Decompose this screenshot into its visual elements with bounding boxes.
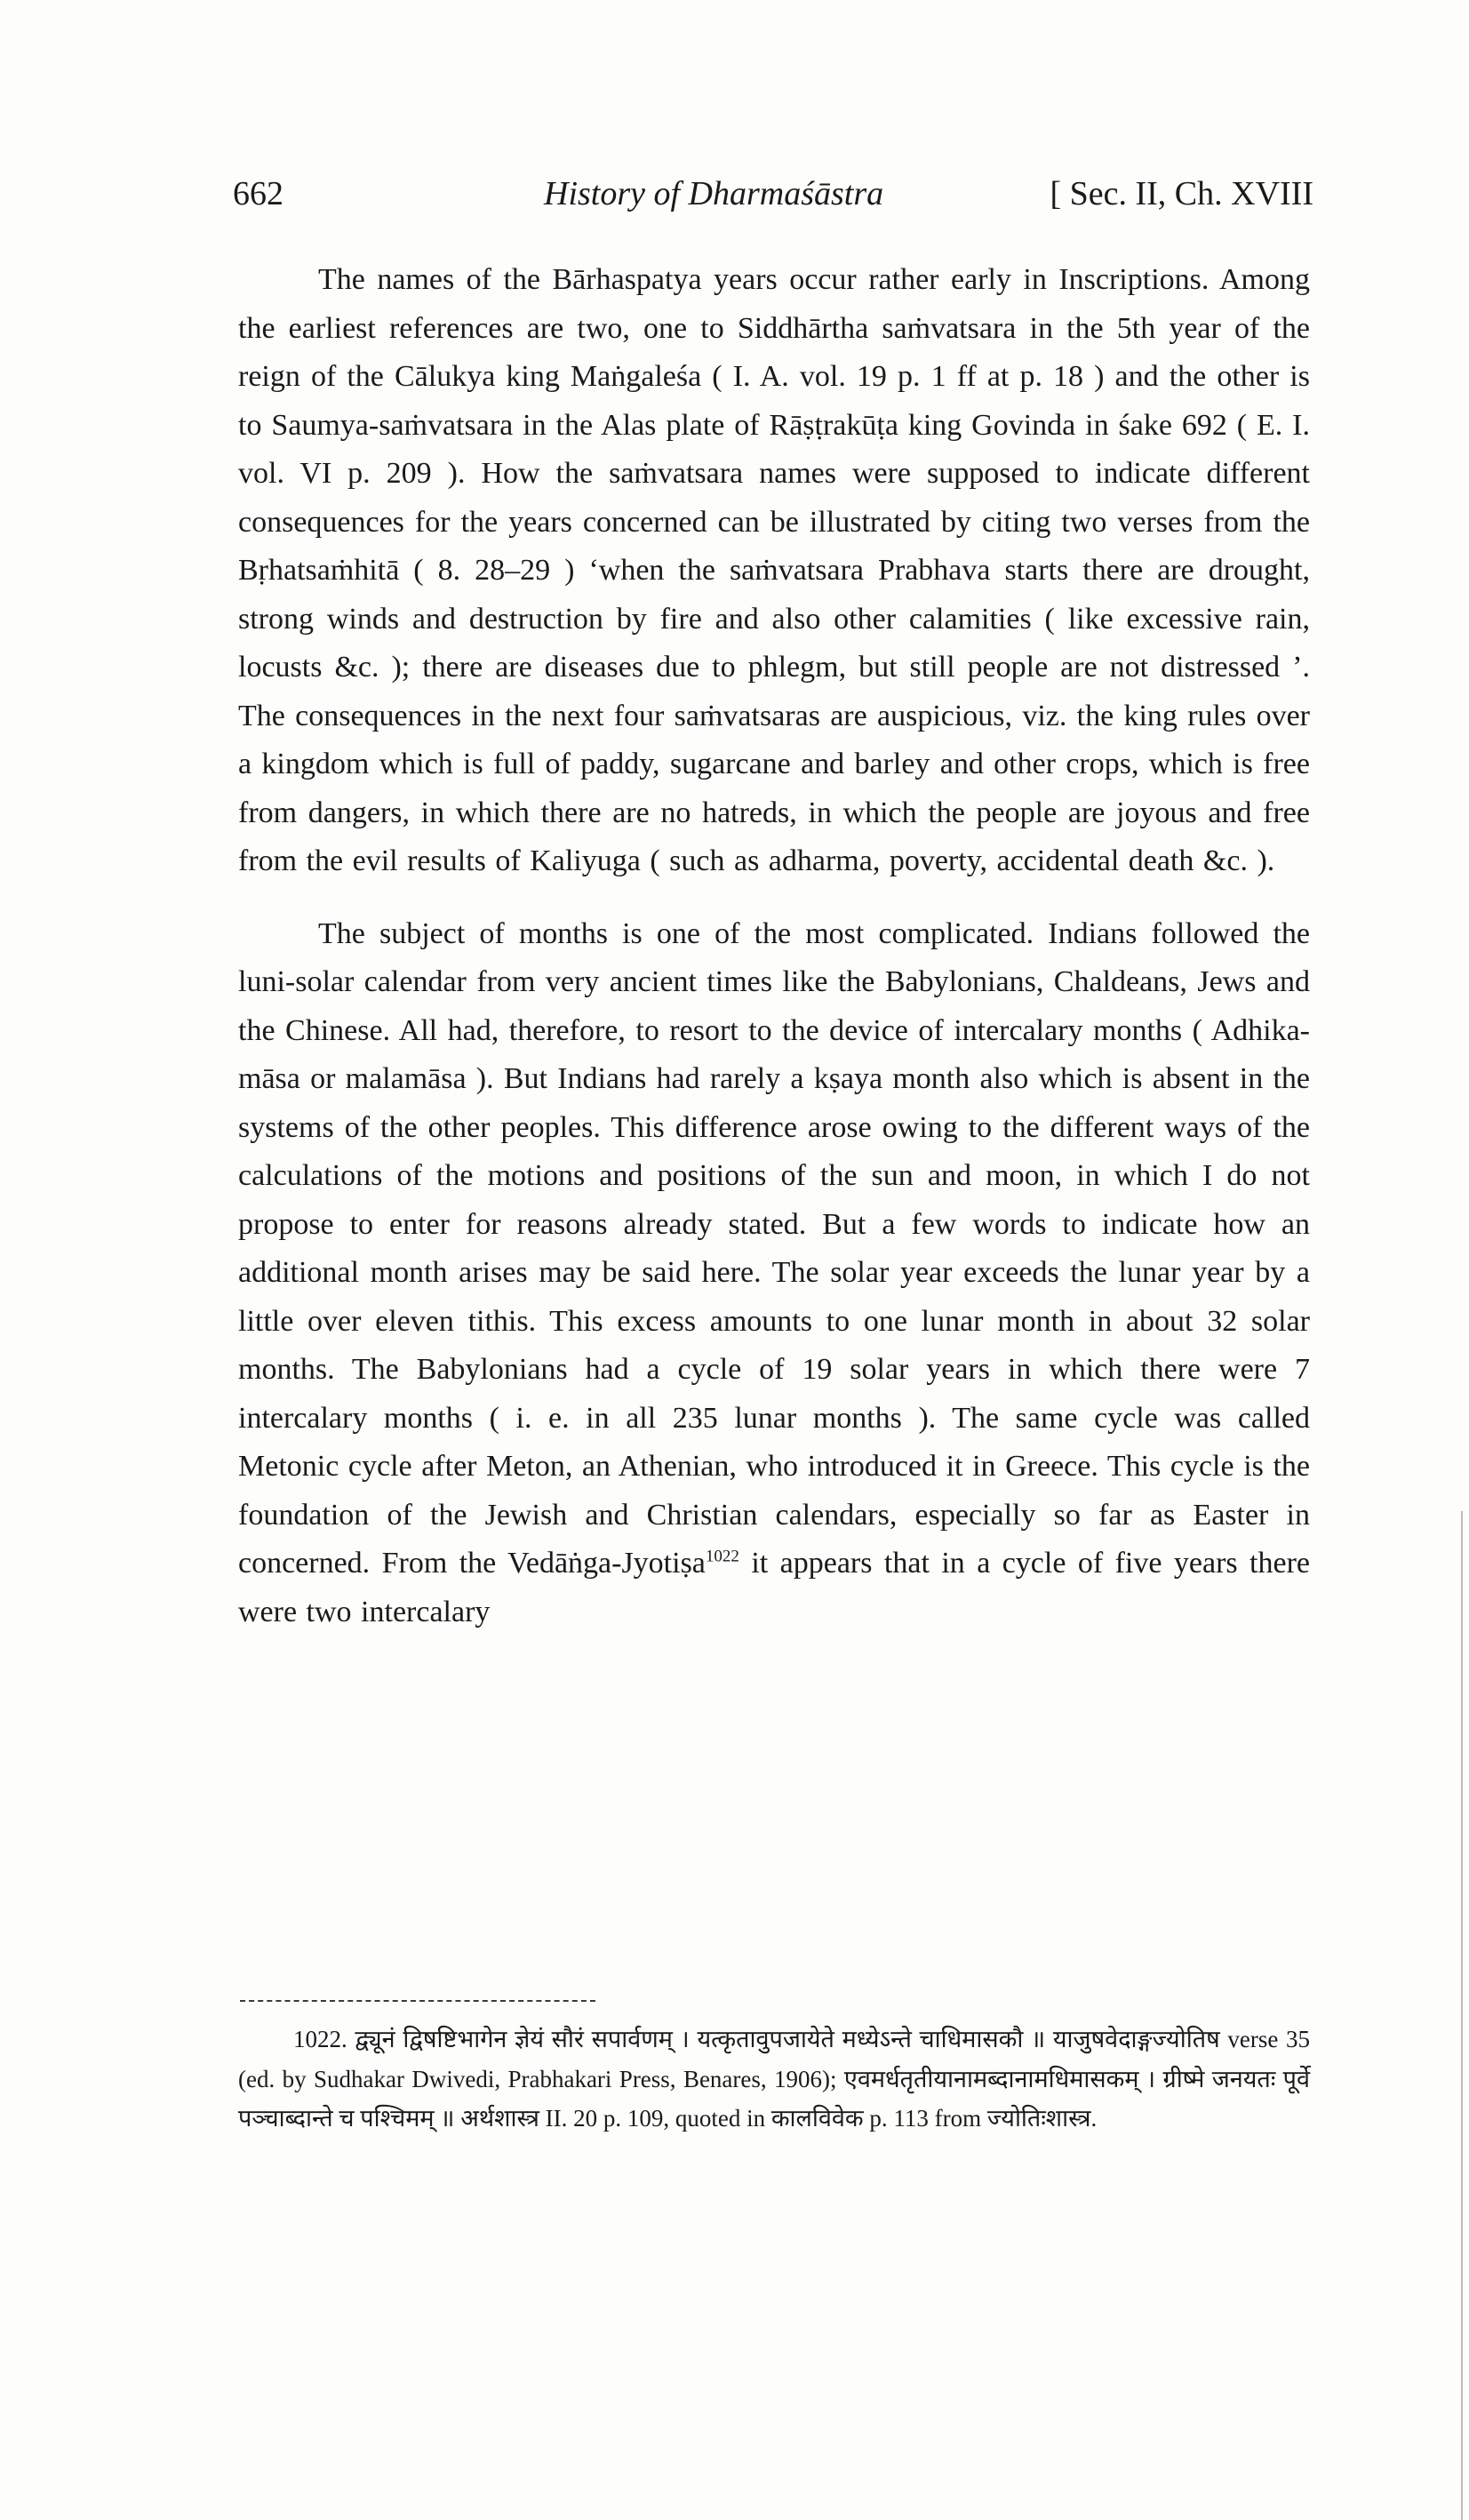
section-reference: [ Sec. II, Ch. XVIII: [1050, 175, 1313, 212]
paragraph-intercalary-months-text: The subject of months is one of the most complicated. Indians followed the luni-solar calendar from very ancient times like the Babylonians, Chaldeans, Jews and the Chinese. All had, therefore, to resort to the device of intercalary months ( Adhika-māsa or malamāsa ). But Indians had rarely a kṣaya month also which is absent in the systems of the other peoples. This difference arose owing to the different ways of the calculations of the motions and positions of the sun and moon, in which I do not propose to enter for reasons already stated. But a few words to indicate how an additional month arises may be said here. The solar year exceeds the lunar year by a little over eleven tithis. This excess amounts to one lunar month in about 32 solar months. The Babylonians had a cycle of 19 solar years in which there were 7 intercalary months ( i. e. in all 235 lunar months ). The same cycle was called Metonic cycle after Meton, an Athenian, who introduced it in Greece. This cycle is the foundation of the Jewish and Christian calendars, especially so far as Easter in concerned. From the Vedāṅga-Jyotiṣa: [238, 916, 1310, 1580]
footnotes: [238, 2020, 1310, 2139]
footnote-1022: 1022. द्व्यूनं द्विषष्टिभागेन ज्ञेयं सौरं सपार्वणम् । यत्कृतावुपजायेते मध्येऽन्ते चाधिमासकौ ॥ याजुषवेदाङ्गज्योतिष verse 35 (ed. by Sudhakar Dwivedi, Prabhakari Press, Benares, 1906); एवमर्धतृतीयानामब्दानामधिमासकम् । ग्रीष्मे जनयतः पूर्वे पञ्चाब्दान्ते च पश्चिमम् ॥ अर्थशास्त्र II. 20 p. 109, quoted in कालविवेक p. 113 from ज्योतिःशास्त्र.: [238, 2026, 1310, 2132]
paragraph-intercalary-months: [238, 910, 1310, 1637]
page-header: [233, 167, 1313, 220]
scan-edge-line: [1461, 1511, 1463, 2520]
running-title: History of Dharmaśāstra: [544, 175, 884, 212]
footnote-marker: 1022: [705, 1547, 739, 1566]
paragraph-barhaspatya-years: The names of the Bārhaspatya years occur rather early in Inscriptions. Among the earliest references are two, one to Siddhārtha saṁvatsara in the 5th year of the reign of the Cālukya king Maṅgaleśa ( I. A. vol. 19 p. 1 ff at p. 18 ) and the other is to Saumya-saṁvatsara in the Alas plate of Rāṣṭrakūṭa king Govinda in śake 692 ( E. I. vol. VI p. 209 ). How the saṁvatsara names were supposed to indicate different consequences for the years concerned can be illustrated by citing two verses from the Bṛhatsaṁhitā ( 8. 28–29 ) ‘when the saṁvatsara Prabhava starts there are drought, strong winds and destruction by fire and also other calamities ( like excessive rain, locusts &c. ); there are diseases due to phlegm, but still people are not distressed ’. The consequences in the next four saṁvatsaras are auspicious, viz. the king rules over a kingdom which is full of paddy, sugarcane and barley and other crops, which is free from dangers, in which there are no hatreds, in which the people are joyous and free from the evil results of Kaliyuga ( such as adharma, poverty, accidental death &c. ).: [238, 263, 1310, 877]
body-text: [238, 256, 1310, 1636]
paragraph-intercalary-months-continuation: it appears that in a cycle of five years there were two intercalary: [238, 1547, 1310, 1628]
page-number: 662: [233, 175, 283, 212]
footnote-divider: [240, 2000, 595, 2002]
